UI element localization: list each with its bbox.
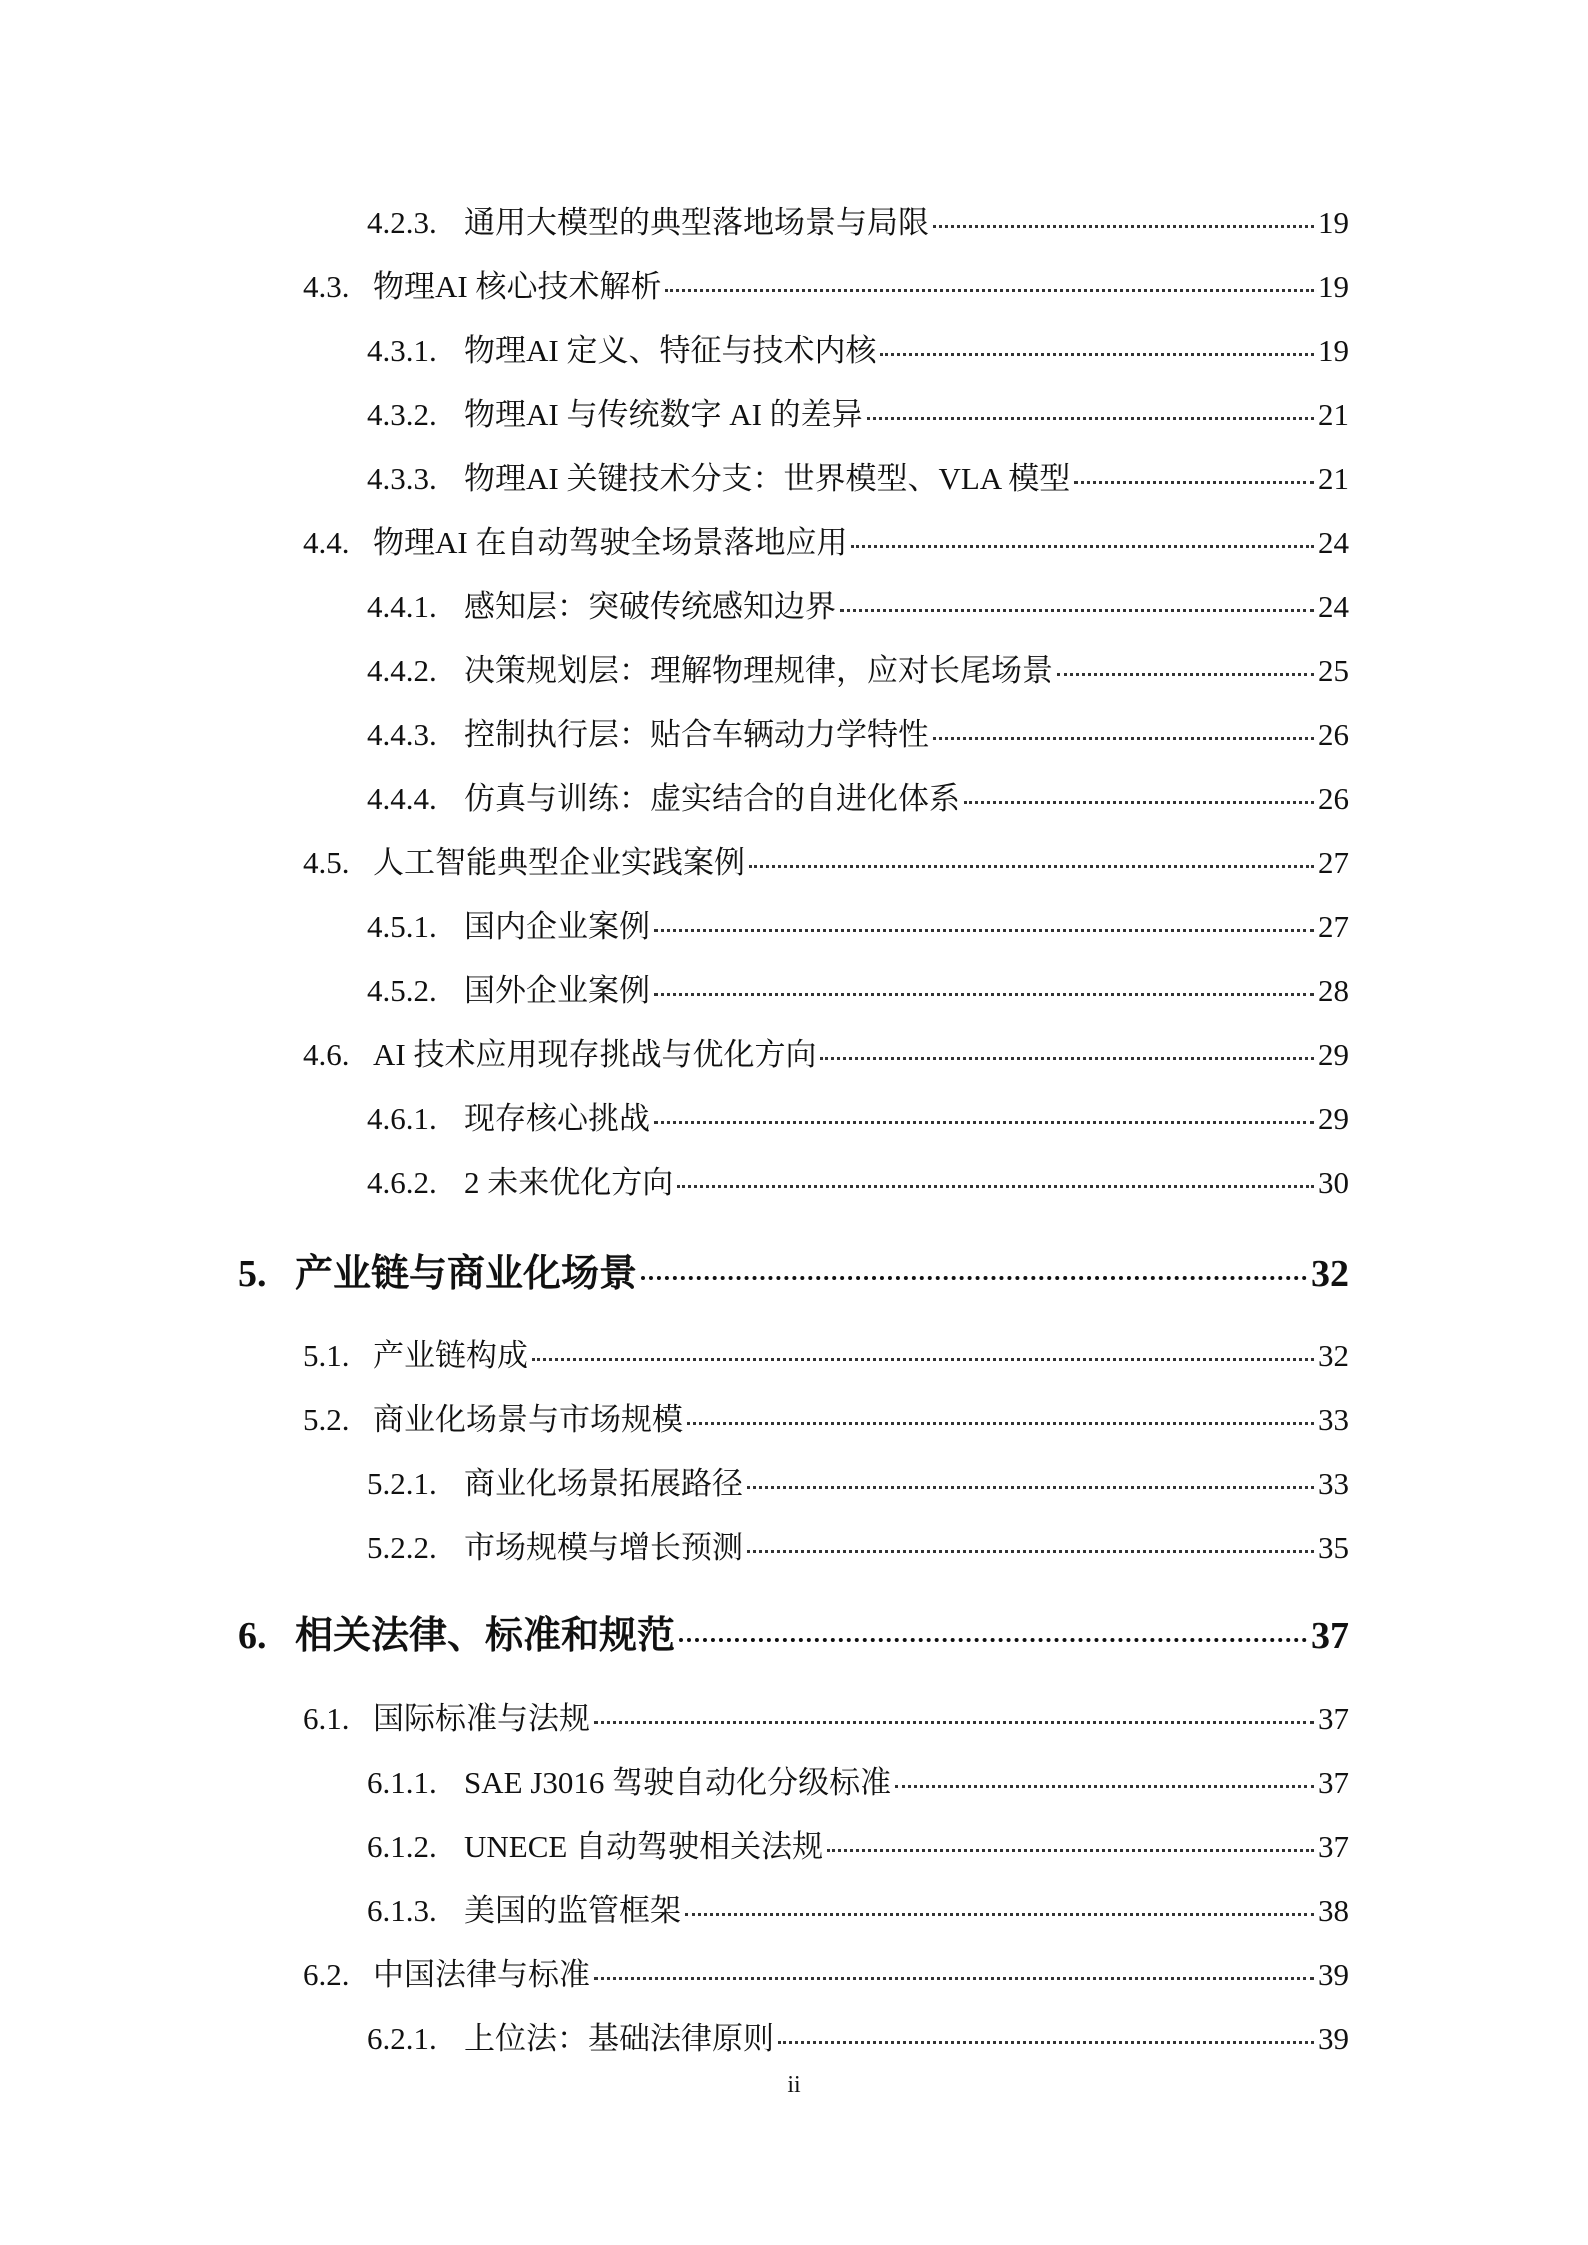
toc-entry-title: 仿真与训练：虚实结合的自进化体系 (464, 781, 960, 816)
toc-entry-title: 通用大模型的典型落地场景与局限 (464, 205, 929, 240)
toc-entry-number: 4.3.3. (367, 461, 437, 496)
toc-entry-page: 35 (1318, 1530, 1349, 1565)
toc-entry-page: 39 (1318, 2021, 1349, 2056)
toc-entry-number: 4.5.2. (367, 973, 437, 1008)
toc-entry[interactable] (303, 1394, 1349, 1439)
toc-chapter-entry[interactable] (238, 1604, 1349, 1659)
toc-entry-number: 5.2.2. (367, 1530, 437, 1565)
toc-entry-title: 产业链构成 (373, 1338, 528, 1373)
toc-entry[interactable] (367, 1157, 1349, 1202)
toc-entry-number: 4.3. (303, 269, 350, 304)
toc-entry-title: 产业链与商业化场景 (295, 1253, 638, 1295)
dot-leader (687, 1422, 1314, 1425)
toc-entry-page: 33 (1318, 1402, 1349, 1437)
toc-entry-page: 24 (1318, 589, 1349, 624)
toc-entry-title: 物理AI 定义、特征与技术内核 (464, 333, 877, 368)
toc-entry[interactable] (303, 517, 1349, 562)
dot-leader (895, 1785, 1314, 1788)
toc-entry[interactable] (367, 1821, 1349, 1866)
dot-leader (749, 865, 1314, 868)
toc-entry-number: 5.2.1. (367, 1466, 437, 1501)
dot-leader (685, 1913, 1314, 1916)
toc-entry-number: 4.4. (303, 525, 350, 560)
toc-entry-title: 物理AI 核心技术解析 (373, 269, 662, 304)
dot-leader (654, 993, 1314, 996)
dot-leader (532, 1358, 1314, 1361)
toc-entry[interactable] (367, 645, 1349, 690)
toc-entry-number: 6. (238, 1615, 267, 1657)
toc-entry-page: 19 (1318, 205, 1349, 240)
toc-entry[interactable] (303, 1029, 1349, 1074)
toc-entry-page: 39 (1318, 1957, 1349, 1992)
toc-entry-title: 相关法律、标准和规范 (295, 1615, 676, 1657)
toc-entry[interactable] (367, 581, 1349, 626)
dot-leader (867, 417, 1314, 420)
toc-entry-title: 商业化场景与市场规模 (373, 1402, 683, 1437)
toc-entry-page: 37 (1318, 1829, 1349, 1864)
toc-entry-title: AI 技术应用现存挑战与优化方向 (373, 1037, 817, 1072)
dot-leader (880, 353, 1314, 356)
toc-entry-page: 25 (1318, 653, 1349, 688)
toc-entry-page: 21 (1318, 461, 1349, 496)
toc-entry-title: 现存核心挑战 (464, 1101, 650, 1136)
toc-entry-page: 37 (1318, 1765, 1349, 1800)
toc-entry[interactable] (303, 1949, 1349, 1994)
page-footer-number: ii (787, 2072, 801, 2098)
toc-entry-page: 37 (1318, 1701, 1349, 1736)
toc-entry-page: 33 (1318, 1466, 1349, 1501)
toc-entry-number: 4.5.1. (367, 909, 437, 944)
dot-leader (641, 1276, 1307, 1280)
toc-entry-page: 32 (1318, 1338, 1349, 1373)
toc-entry[interactable] (367, 901, 1349, 946)
dot-leader (747, 1486, 1314, 1489)
toc-entry-number: 4.4.4. (367, 781, 437, 816)
toc-entry-page: 21 (1318, 397, 1349, 432)
dot-leader (933, 737, 1314, 740)
toc-entry[interactable] (303, 837, 1349, 882)
toc-entry-number: 4.3.2. (367, 397, 437, 432)
toc-entry-number: 6.1.1. (367, 1765, 437, 1800)
toc-entry-number: 4.4.2. (367, 653, 437, 688)
toc-entry-page: 19 (1318, 269, 1349, 304)
toc-entry[interactable] (367, 773, 1349, 818)
toc-entry-page: 24 (1318, 525, 1349, 560)
dot-leader (654, 1121, 1314, 1124)
toc-entry[interactable] (367, 1522, 1349, 1567)
toc-entry-title: 控制执行层：贴合车辆动力学特性 (464, 717, 929, 752)
toc-entry[interactable] (367, 2013, 1349, 2058)
toc-entry-page: 37 (1311, 1615, 1349, 1657)
toc-entry-title: 市场规模与增长预测 (464, 1530, 743, 1565)
toc-entry[interactable] (367, 709, 1349, 754)
toc-entry-page: 26 (1318, 781, 1349, 816)
toc-entry[interactable] (303, 261, 1349, 306)
dot-leader (933, 225, 1314, 228)
toc-entry-number: 6.1.2. (367, 1829, 437, 1864)
toc-entry-title: 上位法：基础法律原则 (464, 2021, 774, 2056)
toc-entry-number: 6.2.1. (367, 2021, 437, 2056)
toc-entry[interactable] (367, 1885, 1349, 1930)
toc-entry-number: 4.6. (303, 1037, 350, 1072)
toc-entry-number: 6.1.3. (367, 1893, 437, 1928)
toc-entry[interactable] (367, 1093, 1349, 1138)
dot-leader (778, 2041, 1314, 2044)
toc-entry-title: 人工智能典型企业实践案例 (373, 845, 745, 880)
toc-entry-number: 5.1. (303, 1338, 350, 1373)
toc-entry[interactable] (367, 325, 1349, 370)
dot-leader (1057, 673, 1314, 676)
dot-leader (679, 1638, 1307, 1642)
toc-entry-title: 物理AI 与传统数字 AI 的差异 (464, 397, 863, 432)
toc-entry-number: 4.3.1. (367, 333, 437, 368)
toc-entry-page: 27 (1318, 909, 1349, 944)
dot-leader (1074, 481, 1314, 484)
dot-leader (820, 1057, 1314, 1060)
toc-chapter-entry[interactable] (238, 1242, 1349, 1297)
toc-entry-number: 5. (238, 1253, 267, 1295)
toc-entry-page: 30 (1318, 1165, 1349, 1200)
toc-entry-title: 物理AI 在自动驾驶全场景落地应用 (373, 525, 848, 560)
toc-entry[interactable] (367, 1458, 1349, 1503)
toc-entry[interactable] (367, 389, 1349, 434)
toc-entry-title: 国内企业案例 (464, 909, 650, 944)
toc-entry-page: 29 (1318, 1037, 1349, 1072)
dot-leader (851, 545, 1314, 548)
dot-leader (677, 1185, 1314, 1188)
toc-entry-title: 物理AI 关键技术分支：世界模型、VLA 模型 (464, 461, 1071, 496)
toc-entry-page: 19 (1318, 333, 1349, 368)
toc-entry-title: 中国法律与标准 (373, 1957, 590, 1992)
toc-entry-number: 6.1. (303, 1701, 350, 1736)
toc-entry-page: 38 (1318, 1893, 1349, 1928)
toc-entry[interactable] (303, 1693, 1349, 1738)
toc-entry-page: 28 (1318, 973, 1349, 1008)
dot-leader (964, 801, 1314, 804)
toc-entry[interactable] (367, 965, 1349, 1010)
toc-entry-title: 国际标准与法规 (373, 1701, 590, 1736)
dot-leader (665, 289, 1314, 292)
toc-entry-number: 4.2.3. (367, 205, 437, 240)
toc-entry-number: 4.6.1. (367, 1101, 437, 1136)
toc-entry-title: 2 未来优化方向 (464, 1165, 674, 1200)
toc-entry-page: 32 (1311, 1253, 1349, 1295)
toc-entry-page: 27 (1318, 845, 1349, 880)
toc-entry-number: 4.4.3. (367, 717, 437, 752)
dot-leader (594, 1977, 1314, 1980)
toc-entry-number: 4.5. (303, 845, 350, 880)
dot-leader (594, 1721, 1314, 1724)
toc-entry-title: 国外企业案例 (464, 973, 650, 1008)
dot-leader (840, 609, 1314, 612)
toc-entry-page: 29 (1318, 1101, 1349, 1136)
toc-entry-title: SAE J3016 驾驶自动化分级标准 (464, 1765, 892, 1800)
dot-leader (827, 1849, 1314, 1852)
toc-entry-title: UNECE 自动驾驶相关法规 (464, 1829, 824, 1864)
toc-entry[interactable] (367, 1757, 1349, 1802)
toc-entry-number: 6.2. (303, 1957, 350, 1992)
toc-entry[interactable] (367, 453, 1349, 498)
toc-entry-title: 决策规划层：理解物理规律，应对长尾场景 (464, 653, 1053, 688)
toc-entry-title: 美国的监管框架 (464, 1893, 681, 1928)
toc-entry-page: 26 (1318, 717, 1349, 752)
toc-entry-number: 4.6.2. (367, 1165, 437, 1200)
toc-entry-title: 商业化场景拓展路径 (464, 1466, 743, 1501)
dot-leader (654, 929, 1314, 932)
toc-entry-number: 5.2. (303, 1402, 350, 1437)
toc-entry-number: 4.4.1. (367, 589, 437, 624)
toc-entry-title: 感知层：突破传统感知边界 (464, 589, 836, 624)
toc-entry[interactable] (303, 1330, 1349, 1375)
toc-entry[interactable] (367, 197, 1349, 242)
dot-leader (747, 1550, 1314, 1553)
